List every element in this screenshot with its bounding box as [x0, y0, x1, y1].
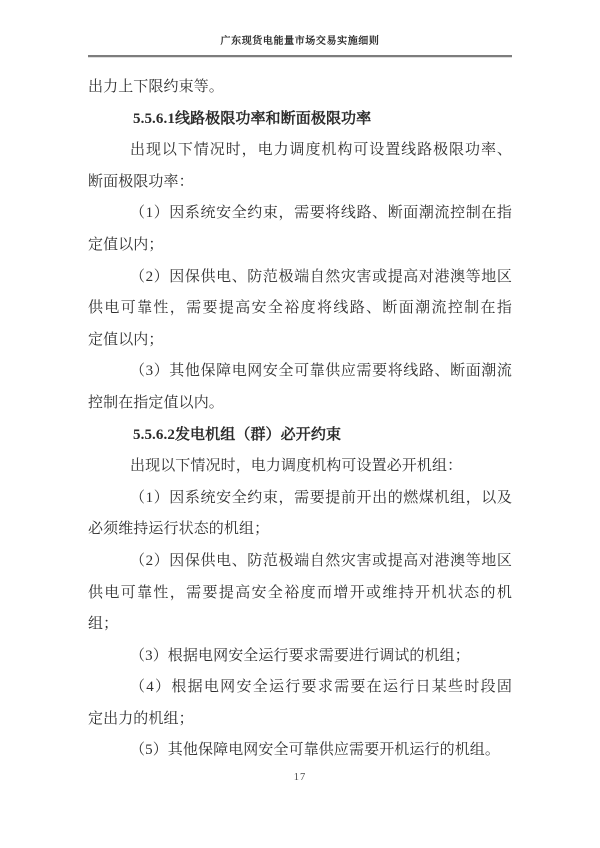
header-divider [88, 55, 512, 57]
text-line: （2）因保供电、防范极端自然灾害或提高对港澳等地区 [130, 552, 512, 569]
text-line: （3）根据电网安全运行要求需要进行调试的机组； [130, 647, 470, 664]
text-line: （4）根据电网安全运行要求需要在运行日某些时段固 [130, 679, 512, 696]
text-line: 定值以内； [88, 236, 164, 253]
text-line: （5）其他保障电网安全可靠供应需要开机运行的机组。 [130, 742, 501, 759]
header-title: 广东现货电能量市场交易实施细则 [220, 36, 380, 47]
text-line: （2）因保供电、防范极端自然灾害或提高对港澳等地区 [130, 268, 512, 285]
text-line: 断面极限功率： [88, 173, 194, 190]
text-line: 出力上下限约束等。 [88, 79, 224, 95]
text-line: 出现以下情况时，电力调度机构可设置线路极限功率、 [130, 142, 512, 159]
text-line: 组； [88, 616, 119, 633]
text-line: 供电可靠性，需要提高安全裕度将线路、断面潮流控制在指 [88, 300, 512, 317]
page-footer [0, 770, 600, 786]
page-number: 17 [293, 772, 307, 783]
text-line: 出现以下情况时，电力调度机构可设置必开机组： [130, 458, 463, 475]
text-line: （3）其他保障电网安全可靠供应需要将线路、断面潮流 [130, 363, 512, 380]
section-heading: 5.5.6.2发电机组（群）必开约束 [133, 426, 342, 443]
text-line: 控制在指定值以内。 [88, 394, 224, 411]
section-heading: 5.5.6.1线路极限功率和断面极限功率 [133, 110, 372, 127]
text-line: 定出力的机组； [88, 710, 194, 727]
text-line: 供电可靠性，需要提高安全裕度而增开或维持开机状态的机 [88, 584, 512, 601]
text-line: （1）因系统安全约束，需要提前开出的燃煤机组，以及 [130, 489, 512, 506]
document-body [88, 72, 512, 767]
text-line: （1）因系统安全约束，需要将线路、断面潮流控制在指 [130, 205, 512, 222]
text-line: 定值以内； [88, 331, 164, 348]
text-line: 必须维持运行状态的机组； [88, 521, 270, 538]
